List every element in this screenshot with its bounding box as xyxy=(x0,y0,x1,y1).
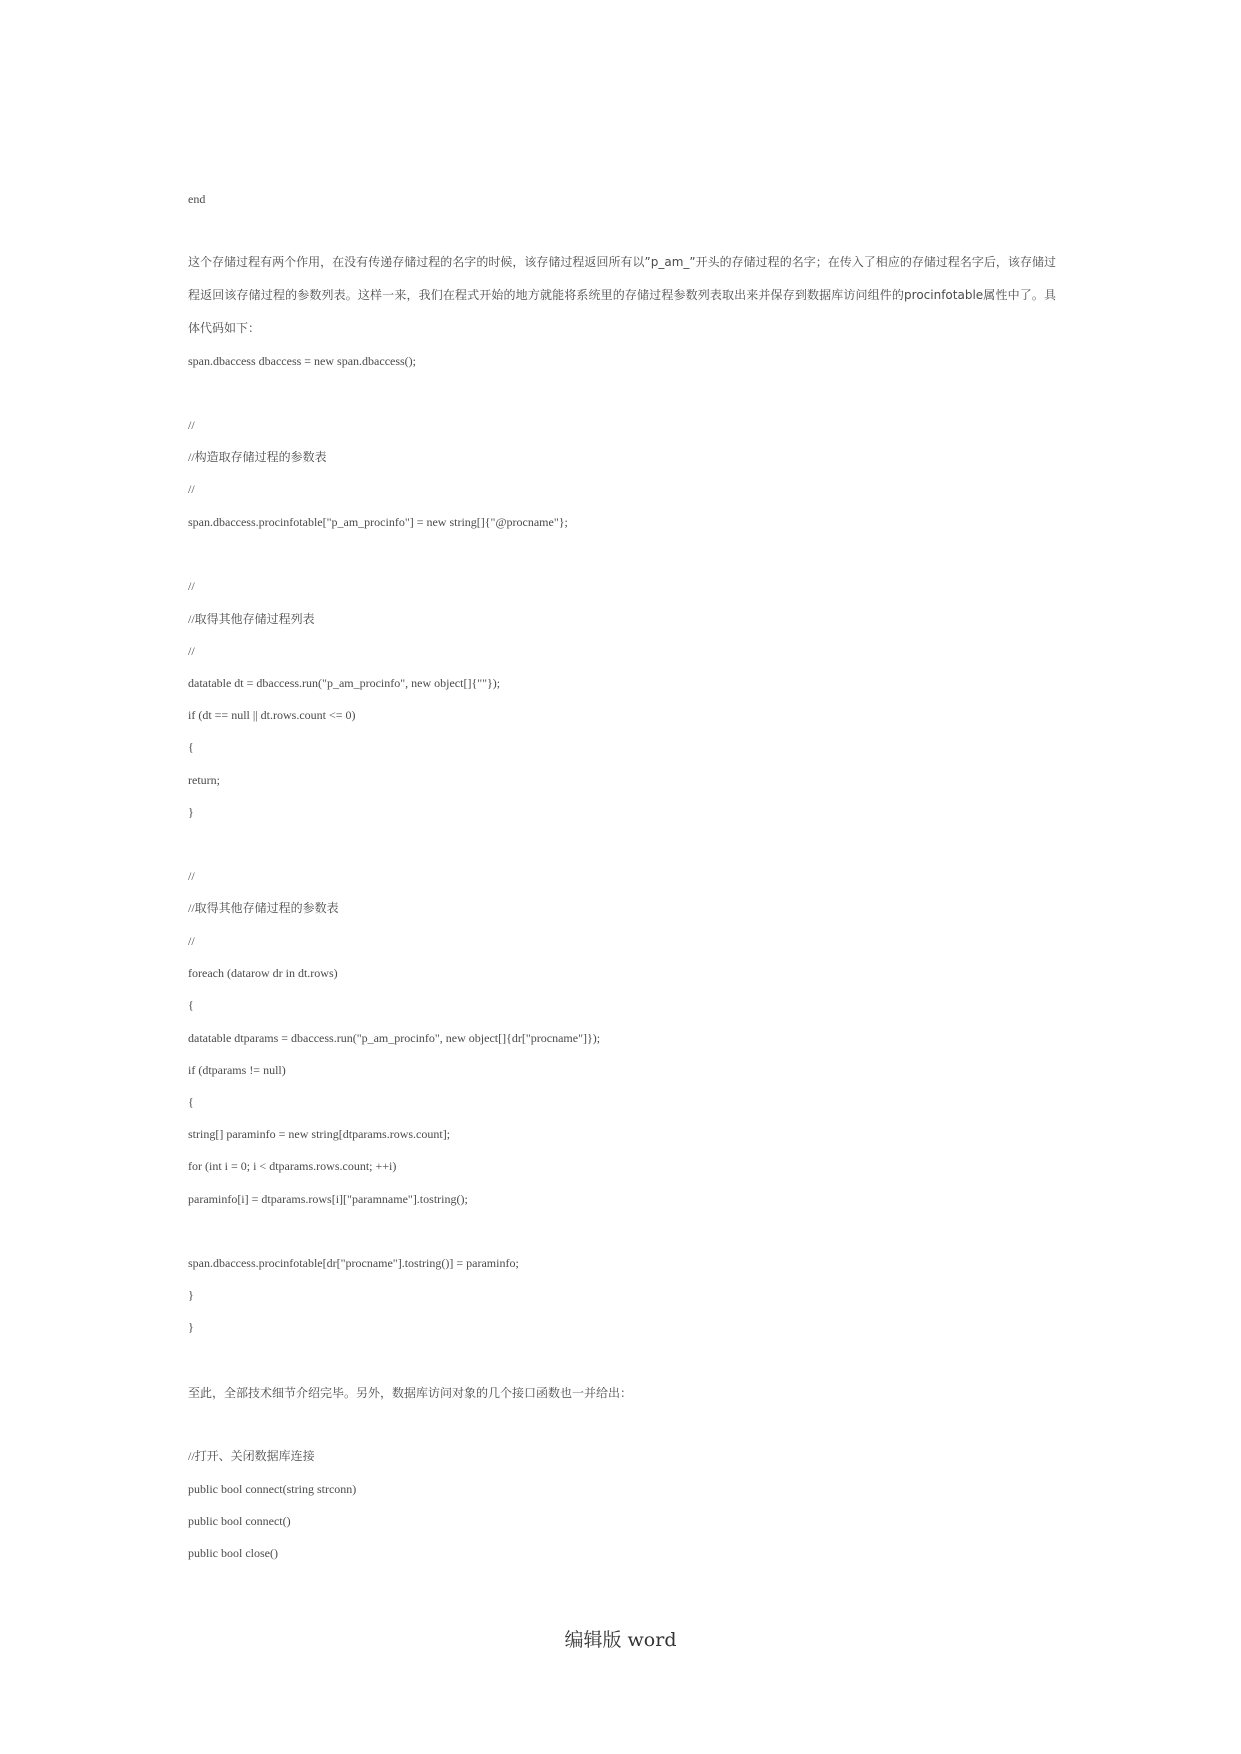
code-line: } xyxy=(188,805,194,819)
code-line: string[] paraminfo = new string[dtparams.rows.count]; xyxy=(188,1127,451,1141)
code-comment: //打开、关闭数据库连接 xyxy=(188,1449,315,1463)
code-comment: // xyxy=(188,579,195,593)
code-line: paraminfo[i] = dtparams.rows[i]["paramname"].tostring(); xyxy=(188,1192,468,1206)
code-comment: // xyxy=(188,934,195,948)
code-line: if (dt == null || dt.rows.count <= 0) xyxy=(188,708,356,722)
code-line: span.dbaccess.procinfotable["p_am_procinfo"] = new string[]{"@procname"}; xyxy=(188,515,568,529)
code-line: span.dbaccess.procinfotable[dr["procname"].tostring()] = paraminfo; xyxy=(188,1256,519,1270)
intro-paragraph: 这个存储过程有两个作用，在没有传递存储过程的名字的时候，该存储过程返回所有以”p_am_”开头的存储过程的名字；在传入了相应的存储过程名字后，该存储过程返回该存储过程的参数列表。这样一来，我们在程式开始的地方就能将系统里的存储过程参数列表取出来并保存到数据库访问组件的procinfotable属性中了。具体代码如下： xyxy=(188,255,1056,335)
code-line: { xyxy=(188,740,194,754)
code-line: public bool close() xyxy=(188,1546,278,1560)
code-line: foreach (datarow dr in dt.rows) xyxy=(188,966,338,980)
code-comment: // xyxy=(188,869,195,883)
code-line: datatable dtparams = dbaccess.run("p_am_procinfo", new object[]{dr["procname"]}); xyxy=(188,1031,601,1045)
code-comment: //取得其他存储过程列表 xyxy=(188,612,315,626)
summary-paragraph: 至此，全部技术细节介绍完毕。另外，数据库访问对象的几个接口函数也一并给出： xyxy=(188,1386,633,1400)
code-comment: // xyxy=(188,418,195,432)
code-line: return; xyxy=(188,773,220,787)
code-line: } xyxy=(188,1288,194,1302)
code-comment: // xyxy=(188,644,195,658)
code-line: { xyxy=(188,998,194,1012)
code-line: } xyxy=(188,1320,194,1334)
code-line: if (dtparams != null) xyxy=(188,1063,286,1077)
code-comment: // xyxy=(188,482,195,496)
code-line: span.dbaccess dbaccess = new span.dbaccess(); xyxy=(188,354,417,368)
code-line: { xyxy=(188,1095,194,1109)
page-footer: 编辑版 word xyxy=(564,1629,677,1651)
code-line: for (int i = 0; i < dtparams.rows.count; ++i) xyxy=(188,1159,397,1173)
code-line: public bool connect() xyxy=(188,1514,291,1528)
code-line-end: end xyxy=(188,192,206,206)
code-line: datatable dt = dbaccess.run("p_am_procinfo", new object[]{""}); xyxy=(188,676,501,690)
code-comment: //构造取存储过程的参数表 xyxy=(188,450,327,464)
code-comment: //取得其他存储过程的参数表 xyxy=(188,901,339,915)
code-line: public bool connect(string strconn) xyxy=(188,1482,357,1496)
